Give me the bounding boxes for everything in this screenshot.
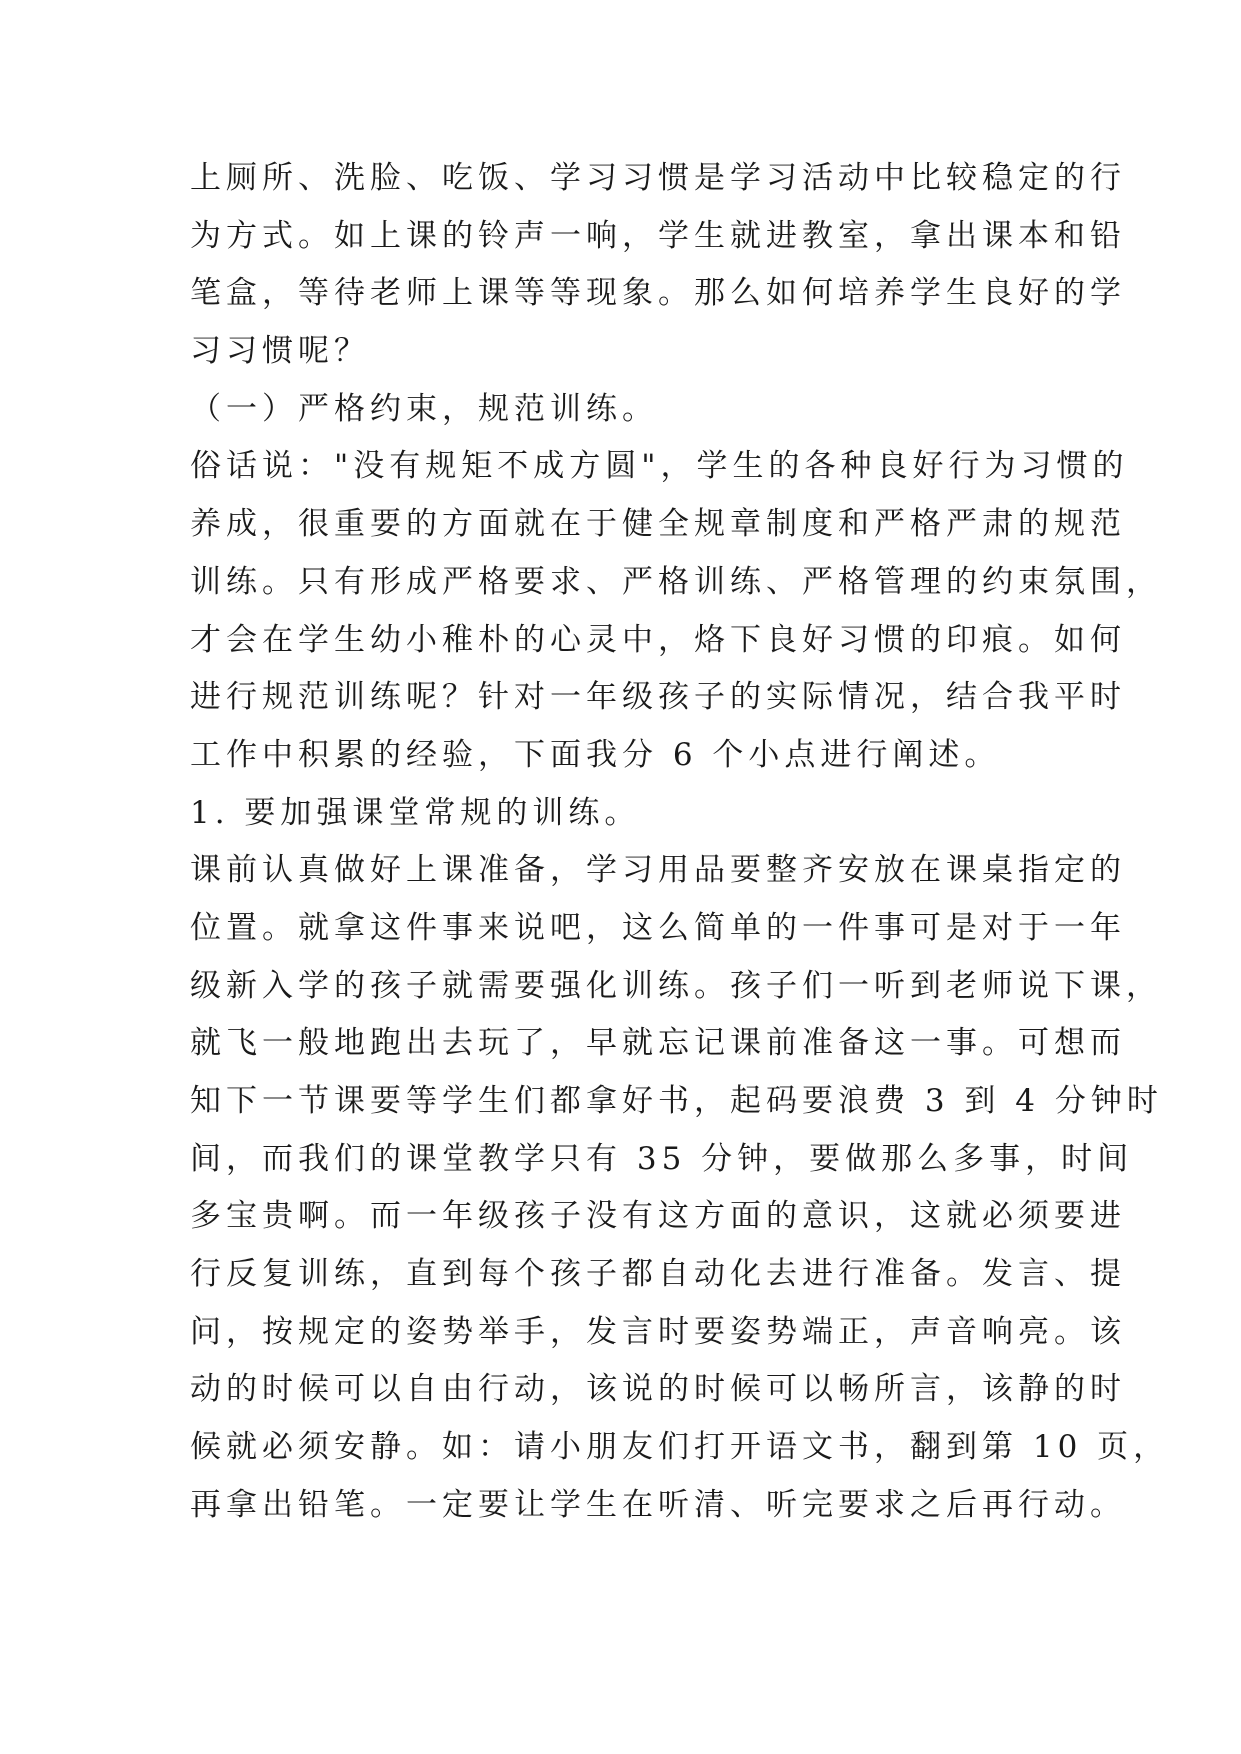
text-line: 课前认真做好上课准备，学习用品要整齐安放在课桌指定的: [190, 852, 1126, 889]
text-line: 就飞一般地跑出去玩了，早就忘记课前准备这一事。可想而: [190, 1025, 1126, 1062]
document-body: [190, 150, 1170, 1535]
text-line: 笔盒，等待老师上课等等现象。那么如何培养学生良好的学: [190, 275, 1126, 312]
text-line: 知下一节课要等学生们都拿好书，起码要浪费 3 到 4 分钟时: [190, 1083, 1163, 1119]
text-line: 问，按规定的姿势举手，发言时要姿势端正，声音响亮。该: [190, 1313, 1126, 1350]
text-line: 训练。只有形成严格要求、严格训练、严格管理的约束氛围，: [190, 563, 1162, 600]
text-line: 级新入学的孩子就需要强化训练。孩子们一听到老师说下课，: [190, 967, 1162, 1004]
text-line: 习习惯呢？: [190, 333, 370, 370]
text-line: 间，而我们的课堂教学只有 35 分钟，要做那么多事，时间: [190, 1140, 1134, 1177]
text-line: 位置。就拿这件事来说吧，这么简单的一件事可是对于一年: [190, 909, 1126, 946]
subsection-heading: 1. 要加强课堂常规的训练。: [190, 794, 641, 831]
text-line: 上厕所、洗脸、吃饭、学习习惯是学习活动中比较稳定的行: [190, 160, 1126, 196]
section-heading: （一）严格约束，规范训练。: [190, 390, 658, 427]
text-line: 养成，很重要的方面就在于健全规章制度和严格严肃的规范: [190, 506, 1126, 543]
text-line: 动的时候可以自由行动，该说的时候可以畅所言，该静的时: [190, 1371, 1126, 1408]
text-line: 再拿出铅笔。一定要让学生在听清、听完要求之后再行动。: [190, 1486, 1126, 1523]
text-line: 为方式。如上课的铃声一响，学生就进教室，拿出课本和铅: [190, 217, 1126, 254]
text-line: 候就必须安静。如：请小朋友们打开语文书，翻到第 10 页，: [190, 1429, 1170, 1466]
text-line: 才会在学生幼小稚朴的心灵中，烙下良好习惯的印痕。如何: [190, 621, 1126, 658]
text-line: 俗话说："没有规矩不成方圆"，学生的各种良好行为习惯的: [190, 448, 1129, 485]
text-line: 多宝贵啊。而一年级孩子没有这方面的意识，这就必须要进: [190, 1198, 1126, 1235]
text-line: 行反复训练，直到每个孩子都自动化去进行准备。发言、提: [190, 1256, 1126, 1293]
text-line: 进行规范训练呢？针对一年级孩子的实际情况，结合我平时: [190, 679, 1126, 716]
text-line: 工作中积累的经验，下面我分 6 个小点进行阐述。: [190, 736, 1001, 773]
